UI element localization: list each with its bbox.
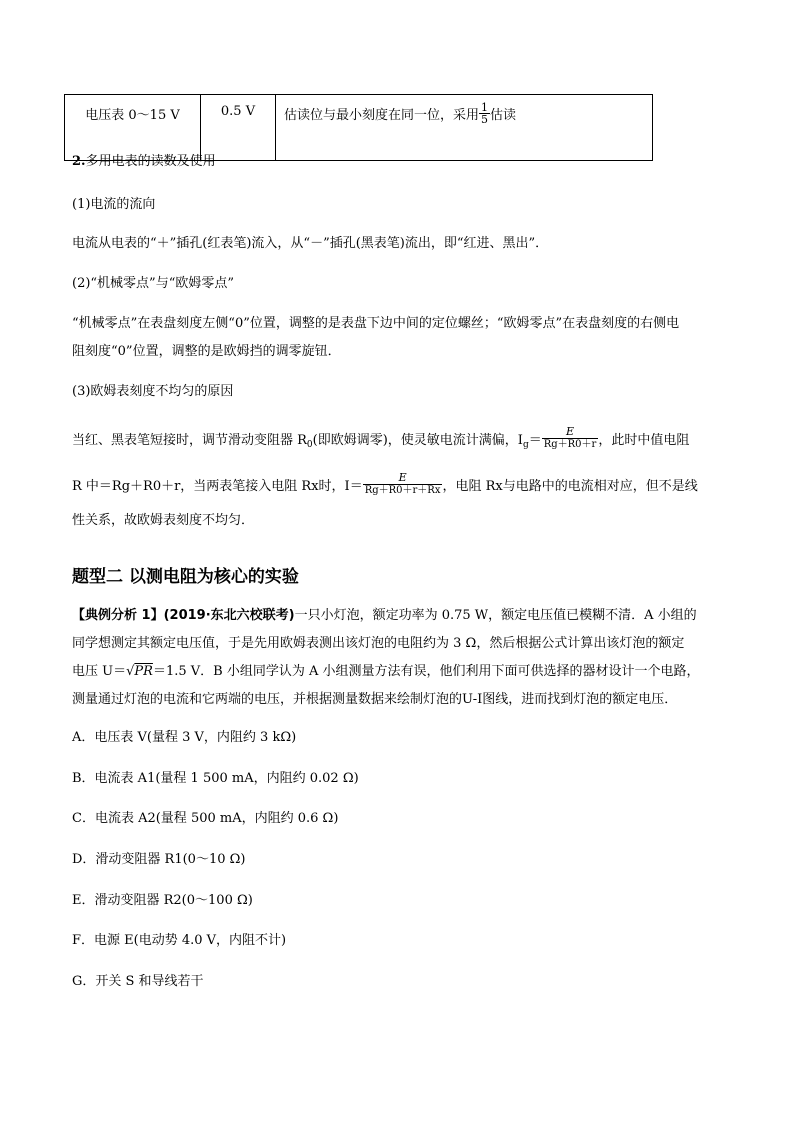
subsection-1-heading: (1)电流的流向 xyxy=(72,197,156,212)
example-tag: 【典例分析 1】 xyxy=(72,608,164,623)
subsection-3-heading: (3)欧姆表刻度不均匀的原因 xyxy=(72,384,234,399)
example-source: (2019·东北六校联考) xyxy=(163,608,295,623)
option-b: B．电流表 A1(量程 1 500 mA，内阻约 0.02 Ω) xyxy=(72,771,359,786)
rule-prefix: 估读位与最小刻度在同一位，采用 xyxy=(284,108,480,123)
topic-heading: 题型二 以测电阻为核心的实验 xyxy=(72,567,299,587)
subsection-2-body-line1: “机械零点”在表盘刻度左侧“0”位置，调整的是表盘下边中间的定位螺丝；“欧姆零点”在表盘刻度的右侧电 xyxy=(72,316,680,331)
rule-cell xyxy=(276,95,653,161)
subsection-1-body: 电流从电表的“＋”插孔(红表笔)流入，从“－”插孔(黑表笔)流出，即“红进、黑出”． xyxy=(72,236,549,251)
ig-fraction: $\frac{E}{Rg+R0+r}$ xyxy=(543,425,597,450)
rule-suffix: 估读 xyxy=(490,108,517,123)
current-fraction: $\frac{E}{Rg+R0+r+Rx}$ xyxy=(364,471,441,496)
subsection-3-line3: 性关系，故欧姆表刻度不均匀． xyxy=(72,513,255,528)
example-line3: 电压 U＝√PR＝1.5 V．B 小组同学认为 A 小组测量方法有误，他们利用下面可供选择的器材设计一个电路， xyxy=(72,664,700,679)
precision-cell: 0.5 V xyxy=(201,95,276,161)
example-line2: 同学想测定其额定电压值，于是先用欧姆表测出该灯泡的电阻约为 3 Ω，然后根据公式计算出该灯泡的额定 xyxy=(72,636,685,651)
subsection-2-body-line2: 阻刻度“0”位置，调整的是欧姆挡的调零旋钮． xyxy=(72,344,341,359)
option-e: E．滑动变阻器 R2(0～100 Ω) xyxy=(72,893,253,908)
meter-table xyxy=(64,94,653,161)
option-g: G．开关 S 和导线若干 xyxy=(72,974,204,989)
option-d: D．滑动变阻器 R1(0～10 Ω) xyxy=(72,852,246,867)
table-row xyxy=(65,95,653,161)
one-fifth-fraction: $\frac{1}{5}$ xyxy=(481,101,489,126)
option-f: F．电源 E(电动势 4.0 V，内阻不计) xyxy=(72,933,287,948)
option-a: A．电压表 V(量程 3 V，内阻约 3 kΩ) xyxy=(72,730,297,745)
example-line4: 测量通过灯泡的电流和它两端的电压，并根据测量数据来绘制灯泡的U-I图线，进而找到灯泡的额定电压． xyxy=(72,692,678,707)
section-title: 2.多用电表的读数及使用 xyxy=(72,154,216,169)
meter-cell: 电压表 0～15 V xyxy=(65,95,201,161)
option-c: C．电流表 A2(量程 500 mA，内阻约 0.6 Ω) xyxy=(72,811,339,826)
subsection-2-heading: (2)“机械零点”与“欧姆零点” xyxy=(72,276,234,291)
subsection-3-line2: R 中＝Rg＋R0＋r，当两表笔接入电阻 Rx时，I＝ $\frac{E}{Rg+R0+r+Rx}$ ，电阻 Rx与电路中的电流相对应，但不是线 xyxy=(72,471,698,496)
example-line1: 【典例分析 1】(2019·东北六校联考)一只小灯泡，额定功率为 0.75 W，额定电压值已模糊不清．A 小组的 xyxy=(72,608,697,623)
subsection-3-line1: 当红、黑表笔短接时，调节滑动变阻器 $R_0$(即欧姆调零)，使灵敏电流计满偏，$I_g=$ $\frac{E}{Rg+R0+r}$ ，此时中值电阻 xyxy=(72,425,690,450)
